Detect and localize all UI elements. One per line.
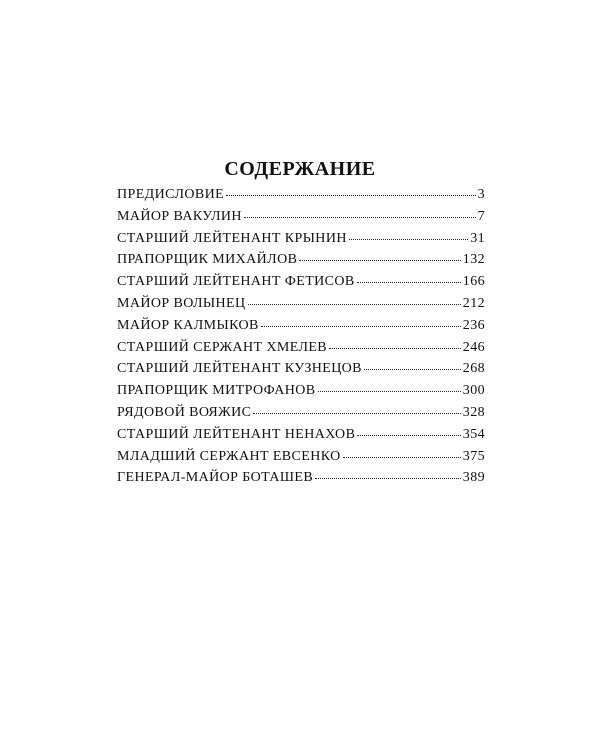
toc-entry-label: СТАРШИЙ ЛЕЙТЕНАНТ КРЫНИН [117,230,347,246]
toc-entry [117,252,485,274]
toc-entry-page: 212 [462,295,485,311]
toc-entry-page: 246 [462,339,485,355]
toc-entry-label: МЛАДШИЙ СЕРЖАНТ ЕВСЕНКО [117,448,341,464]
toc-entry-page: 268 [462,361,485,377]
toc-leader-dots [244,216,476,218]
toc-entry-page: 7 [477,208,485,224]
toc-title: СОДЕРЖАНИЕ [224,158,376,180]
toc-entry [117,187,485,209]
toc-entry-label: ПРАПОРЩИК МИТРОФАНОВ [117,383,316,399]
toc-leader-dots [253,412,460,414]
toc-leader-dots [318,390,461,392]
toc-leader-dots [226,194,475,196]
toc-leader-dots [329,347,461,349]
toc-leader-dots [357,281,461,283]
toc-entry [117,470,485,492]
toc-entry-label: ГЕНЕРАЛ-МАЙОР БОТАШЕВ [117,470,314,486]
toc-leader-dots [248,303,461,305]
toc-entry [117,361,485,383]
toc-entry-page: 3 [477,187,485,202]
toc-entry-label: РЯДОВОЙ ВОЯЖИС [117,404,252,420]
toc-entry-label: МАЙОР ВОЛЫНЕЦ [117,295,246,311]
toc-entry [117,274,485,296]
toc-entry-page: 300 [462,383,485,399]
toc-entry-page: 132 [462,252,485,268]
toc-entry-label: МАЙОР КАЛМЫКОВ [117,317,259,333]
toc-entry [117,296,485,318]
toc-entry-page: 166 [462,274,485,290]
toc-entry-page: 375 [462,448,485,464]
toc-entry-page: 354 [462,426,485,442]
toc-leader-dots [357,434,460,436]
toc-entry [117,318,485,340]
toc-leader-dots [299,259,460,261]
toc-entry [117,340,485,362]
toc-entry-label: ПРЕДИСЛОВИЕ [117,187,225,202]
toc-leader-dots [343,456,461,458]
toc-leader-dots [261,325,461,327]
toc-entry-page: 328 [462,404,485,420]
toc-entry-label: СТАРШИЙ ЛЕЙТЕНАНТ ФЕТИСОВ [117,274,355,290]
toc-leader-dots [364,368,461,370]
toc-entry-label: ПРАПОРЩИК МИХАЙЛОВ [117,252,298,268]
toc-entry-page: 236 [462,317,485,333]
toc-entry [117,449,485,471]
toc-entry-label: СТАРШИЙ ЛЕЙТЕНАНТ КУЗНЕЦОВ [117,361,362,377]
toc-entry [117,231,485,253]
toc-entry [117,209,485,231]
toc-entry [117,405,485,427]
toc-leader-dots [315,477,461,479]
toc-entry [117,383,485,405]
toc-leader-dots [349,238,468,240]
toc-entry-page: 389 [462,470,485,486]
toc-entry-label: МАЙОР ВАКУЛИН [117,208,242,224]
toc-entry-page: 31 [470,230,485,246]
toc-list [117,187,485,492]
toc-entry-label: СТАРШИЙ СЕРЖАНТ ХМЕЛЕВ [117,339,328,355]
toc-entry [117,427,485,449]
toc-entry-label: СТАРШИЙ ЛЕЙТЕНАНТ НЕНАХОВ [117,426,356,442]
